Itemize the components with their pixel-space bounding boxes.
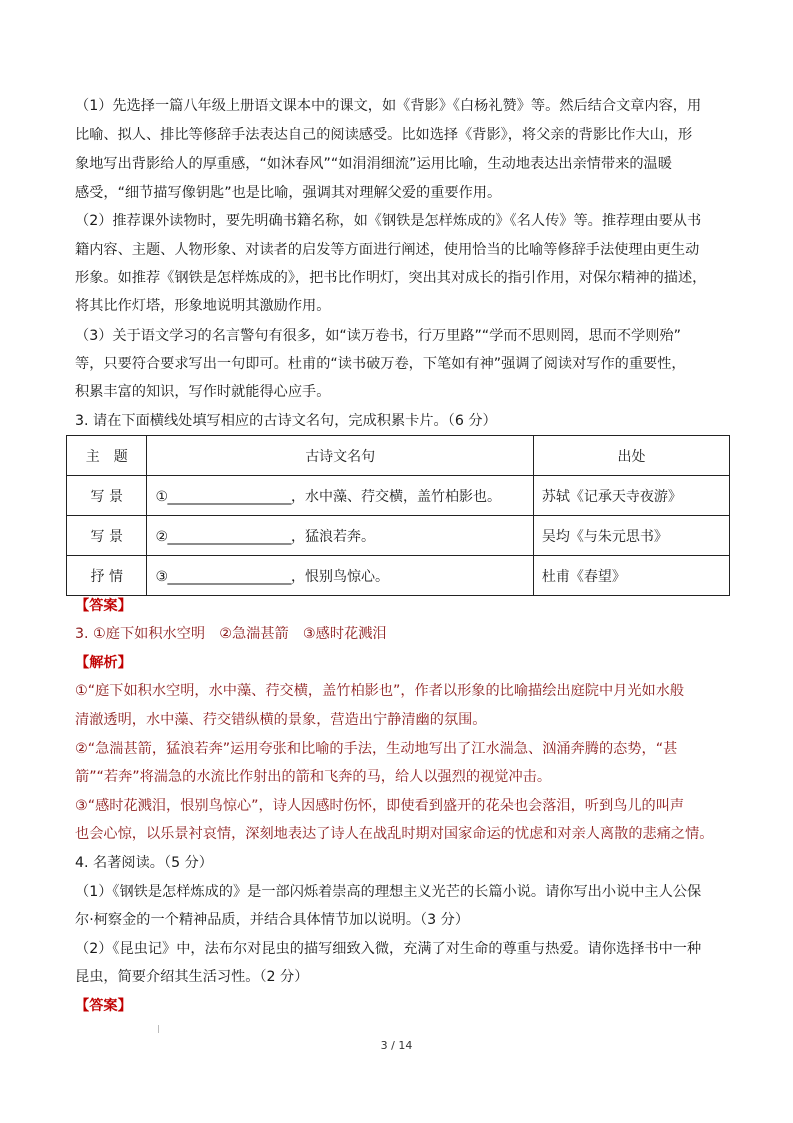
row-theme: 抒 情 xyxy=(67,556,147,596)
table-header-row xyxy=(67,436,730,476)
row-poem xyxy=(147,516,533,556)
answer-label: 【答案】 xyxy=(75,998,132,1014)
row-theme: 写 景 xyxy=(67,516,147,556)
poem-text: ，水中藻、荇交横，盖竹柏影也。 xyxy=(291,488,502,505)
text-line: 积累丰富的知识，写作时就能得心应手。 xyxy=(75,384,331,400)
table-row xyxy=(67,476,730,516)
text-line: 比喻、拟人、排比等修辞手法表达自己的阅读感受。比如选择《背影》，将父亲的背影比作大山，形 xyxy=(75,127,693,143)
text-line: 籍内容、主题、人物形象、对读者的启发等方面进行阐述，使用恰当的比喻等修辞手法使理由更生动 xyxy=(75,242,700,258)
analysis-line: 也会心惊，以乐景衬哀情，深刻地表达了诗人在战乱时期对国家命运的忧虑和对亲人离散的悲痛之情。 xyxy=(75,826,714,842)
analysis-line: 清澈透明，水中藻、荇交错纵横的景象，营造出宁静清幽的氛围。 xyxy=(75,712,487,728)
row-source: 杜甫《春望》 xyxy=(533,556,729,596)
answer-text: 3. ①庭下如积水空明 ②急湍甚箭 ③感时花溅泪 xyxy=(75,626,387,642)
text-line: 形象。如推荐《钢铁是怎样炼成的》，把书比作明灯，突出其对成长的指引作用，对保尔精神的描述， xyxy=(75,270,707,286)
row-poem xyxy=(147,556,533,596)
text-line: 将其比作灯塔，形象地说明其激励作用。 xyxy=(75,298,331,314)
text-line: 感受，“细节描写像钥匙”也是比喻，强调其对理解父爱的重要作用。 xyxy=(75,185,502,201)
text-line: （2）推荐课外读物时，要先明确书籍名称，如《钢铁是怎样炼成的》《名人传》等。推荐理由要从书 xyxy=(75,213,702,229)
text-line: 尔·柯察金的一个精神品质，并结合具体情节加以说明。（3 分） xyxy=(75,912,470,928)
scan-mark xyxy=(158,1025,159,1033)
poem-text: ，恨别鸟惊心。 xyxy=(291,568,390,585)
analysis-line: ②“急湍甚箭，猛浪若奔”运用夸张和比喻的手法，生动地写出了江水湍急、汹涌奔腾的态势，“甚 xyxy=(75,741,678,757)
text-line: （3）关于语文学习的名言警句有很多，如“读万卷书，行万里路”“学而不思则罔，思而不学则殆” xyxy=(75,328,681,344)
row-poem xyxy=(147,476,533,516)
table-row xyxy=(67,556,730,596)
answer-label: 【答案】 xyxy=(75,598,132,614)
header-theme: 主 题 xyxy=(67,436,147,476)
text-line: （2）《昆虫记》中，法布尔对昆虫的描写细致入微，充满了对生命的尊重与热爱。请你选择书中一种 xyxy=(75,941,702,957)
text-line: 等，只要符合要求写出一句即可。杜甫的“读书破万卷，下笔如有神”强调了阅读对写作的重要性， xyxy=(75,356,686,372)
header-poem: 古诗文名句 xyxy=(147,436,533,476)
analysis-line: 箭”“若奔”将湍急的水流比作射出的箭和飞奔的马，给人以强烈的视觉冲击。 xyxy=(75,769,552,785)
text-line: 昆虫，简要介绍其生活习性。（2 分） xyxy=(75,969,309,985)
fill-blank[interactable]: ②___________________ xyxy=(155,528,292,545)
question-4-title: 4. 名著阅读。（5 分） xyxy=(75,855,213,871)
analysis-label: 【解析】 xyxy=(75,655,132,671)
fill-blank[interactable]: ①___________________ xyxy=(155,488,292,505)
text-line: 象地写出背影给人的厚重感，“如沐春风”“如涓涓细流”运用比喻，生动地表达出亲情带来的温暖 xyxy=(75,156,672,172)
analysis-line: ①“庭下如积水空明，水中藻、荇交横，盖竹柏影也”，作者以形象的比喻描绘出庭院中月光如水般 xyxy=(75,683,685,699)
page-number: 3 / 14 xyxy=(380,1039,413,1052)
header-source: 出处 xyxy=(533,436,729,476)
text-line: （1）《钢铁是怎样炼成的》是一部闪烁着崇高的理想主义光芒的长篇小说。请你写出小说中主人公保 xyxy=(75,884,702,900)
text-line: （1）先选择一篇八年级上册语文课本中的课文，如《背影》《白杨礼赞》等。然后结合文章内容，用 xyxy=(75,98,702,114)
accumulation-card-table xyxy=(66,435,730,596)
question-3-title: 3. 请在下面横线处填写相应的古诗文名句，完成积累卡片。（6 分） xyxy=(75,413,497,429)
analysis-line: ③“感时花溅泪，恨别鸟惊心”，诗人因感时伤怀，即使看到盛开的花朵也会落泪，听到鸟儿的叫声 xyxy=(75,798,685,814)
row-source: 吴均《与朱元思书》 xyxy=(533,516,729,556)
table-row xyxy=(67,516,730,556)
fill-blank[interactable]: ③___________________ xyxy=(155,568,292,585)
row-source: 苏轼《记承天寺夜游》 xyxy=(533,476,729,516)
poem-text: ，猛浪若奔。 xyxy=(291,528,376,545)
row-theme: 写 景 xyxy=(67,476,147,516)
